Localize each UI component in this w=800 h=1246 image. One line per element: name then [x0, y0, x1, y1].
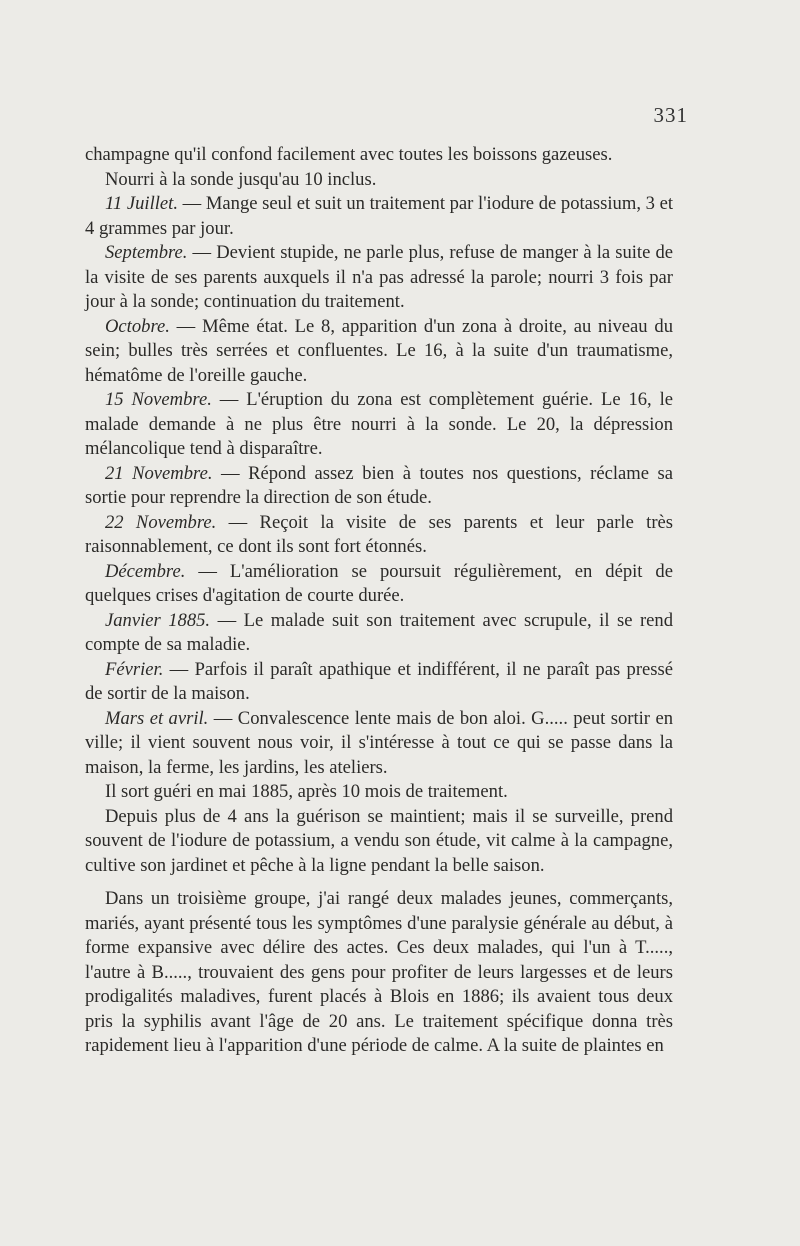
paragraph-text: — Convalescence lente mais de bon aloi. G..... peut sortir en ville; il vient souvent nous voir, il s'intéresse à tout ce qui se passe dans la maison, la ferme, les jardins, les ateliers.	[85, 707, 673, 778]
paragraph-text: — L'amélioration se poursuit régulièrement, en dépit de quelques crises d'agitation de courte durée.	[85, 560, 673, 606]
paragraph-text: — Parfois il paraît apathique et indifférent, il ne paraît pas pressé de sortir de la maison.	[85, 658, 673, 704]
paragraph-text: champagne qu'il confond facilement avec toutes les boissons gazeuses.	[85, 144, 613, 165]
date-heading: Décembre.	[105, 560, 186, 582]
date-heading: 15 Novembre.	[105, 389, 212, 410]
paragraph-text: — Répond assez bien à toutes nos questions, réclame sa sortie pour reprendre la direction de son étude.	[85, 462, 673, 508]
date-heading: Janvier 1885.	[105, 609, 211, 631]
date-heading: 22 Novembre.	[105, 511, 217, 533]
paragraph	[85, 241, 673, 315]
paragraph	[85, 609, 673, 658]
paragraph	[85, 168, 673, 193]
paragraph	[85, 388, 673, 462]
paragraph	[85, 315, 673, 389]
paragraph-text: — Mange seul et suit un traitement par l'iodure de potassium, 3 et 4 grammes par jour.	[85, 193, 673, 239]
date-heading: Octobre.	[105, 315, 170, 337]
date-heading: Septembre.	[105, 242, 188, 263]
paragraph	[85, 560, 673, 609]
paragraph	[85, 707, 673, 781]
paragraph-text: — Reçoit la visite de ses parents et leur parle très raisonnablement, ce dont ils sont fort étonnés.	[85, 511, 673, 557]
paragraph-text: — Le malade suit son traitement avec scrupule, il se rend compte de sa maladie.	[85, 609, 673, 655]
paragraph-text: Il sort guéri en mai 1885, après 10 mois de traitement.	[105, 781, 508, 802]
paragraph-text: Depuis plus de 4 ans la guérison se maintient; mais il se surveille, prend souvent de l'iodure de potassium, a vendu son étude, vit calme à la campagne, cultive son jardinet et pêche à la ligne pendant la belle saison.	[85, 805, 673, 876]
paragraph	[85, 780, 673, 805]
paragraph-gap	[85, 878, 673, 887]
paragraph	[85, 805, 673, 879]
paragraph-text: Dans un troisième groupe, j'ai rangé deux malades jeunes, commerçants, mariés, ayant présenté tous les symptômes d'une paralysie générale au début, à forme expansive avec délire des actes. Ces deux malades, qui l'un à T....., l'autre à B....., trouvaient des gens pour profiter de leurs largesses et de leurs prodigalités maladives, furent placés à Blois en 1886; ils avaient tous deux pris la syphilis avant l'âge de 20 ans. Le traitement spécifique donna très rapidement lieu à l'apparition d'une période de calme. A la suite de plaintes en	[85, 888, 673, 1056]
date-heading: 21 Novembre.	[105, 462, 213, 484]
paragraph	[85, 192, 673, 241]
date-heading: 11 Juillet.	[105, 193, 178, 214]
paragraph-text: — Devient stupide, ne parle plus, refuse de manger à la suite de la visite de ses parents auxquels il n'a pas adressé la parole; nourri 3 fois par jour à la sonde; continuation du traitement.	[85, 242, 673, 312]
body-text	[85, 143, 673, 1059]
paragraph	[85, 887, 673, 1059]
paragraph	[85, 143, 673, 168]
date-heading: Mars et avril.	[105, 707, 209, 729]
paragraph	[85, 511, 673, 560]
paragraph	[85, 658, 673, 707]
page-number: 331	[653, 103, 688, 127]
paragraph	[85, 462, 673, 511]
paragraph-text: Nourri à la sonde jusqu'au 10 inclus.	[105, 168, 377, 190]
paragraph-text: — Même état. Le 8, apparition d'un zona à droite, au niveau du sein; bulles très serrées et confluentes. Le 16, à la suite d'un traumatisme, hématôme de l'oreille gauche.	[85, 315, 673, 386]
date-heading: Février.	[105, 658, 164, 680]
paragraph-text: — L'éruption du zona est complètement guérie. Le 16, le malade demande à ne plus être nourri à la sonde. Le 20, la dépression mélancolique tend à disparaître.	[85, 389, 673, 459]
